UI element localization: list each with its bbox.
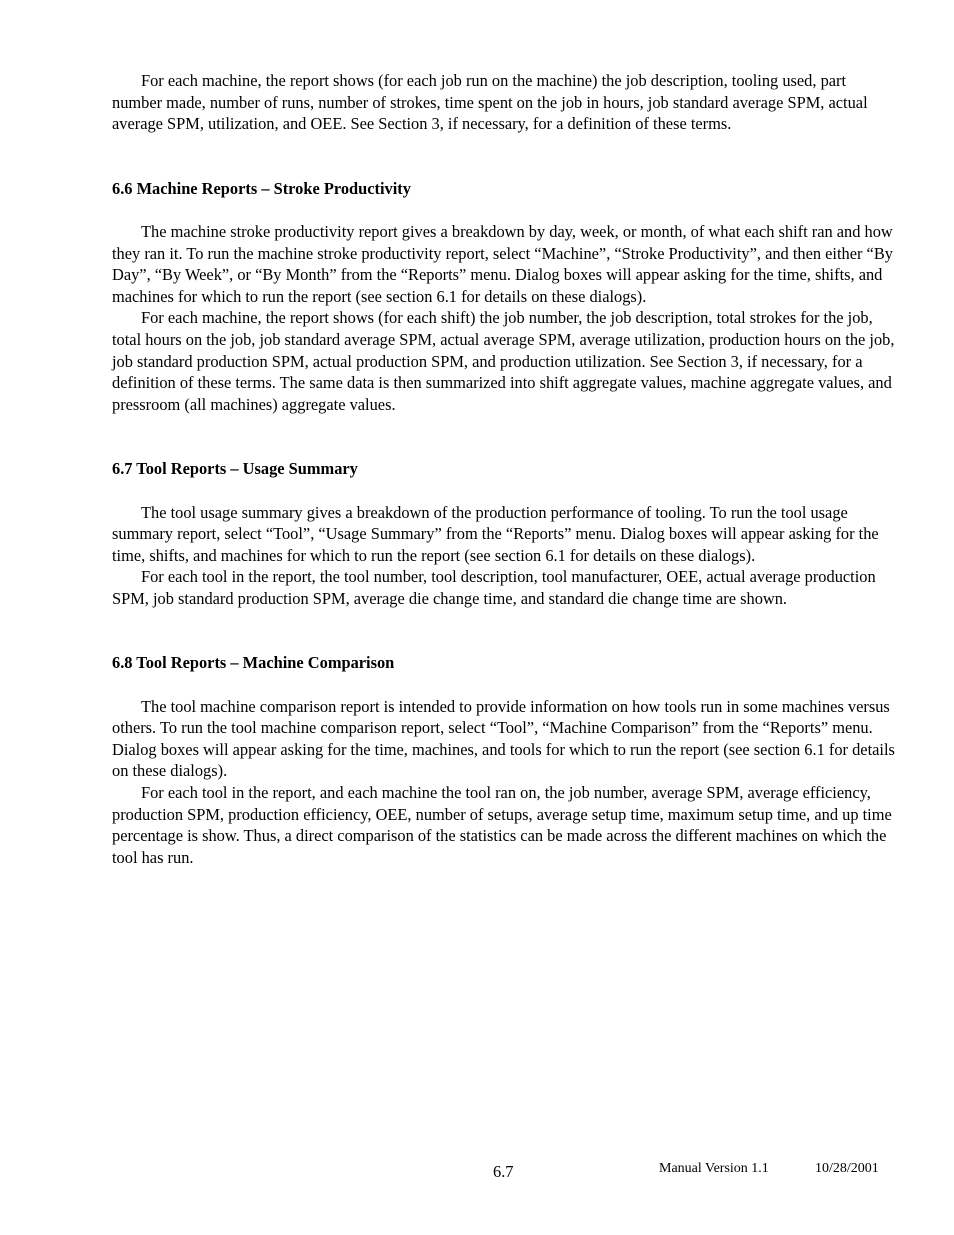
document-body [112,70,898,868]
section-heading-6-8: 6.8 Tool Reports – Machine Comparison [112,653,395,673]
paragraph: For each tool in the report, and each machine the tool ran on, the job number, average SPM, average efficiency, production SPM, production efficiency, OEE, number of setups, average setup time, maximum setup time, and up time percentage is show. Thus, a direct comparison of the statistics can be made across the different machines on which the tool has run. [112,783,892,867]
section-heading-6-7: 6.7 Tool Reports – Usage Summary [112,459,358,479]
manual-version: Manual Version 1.1 [659,1161,769,1176]
paragraph: The machine stroke productivity report gives a breakdown by day, week, or month, of what each shift ran and how they ran it. To run the machine stroke productivity report, select “Machine”, “Stroke Productivity”, and then either “By Day”, “By Week”, or “By Month” from the “Reports” menu. Dialog boxes will appear asking for the time, shifts, and machines for which to run the report (see section 6.1 for details on these dialogs). [112,221,893,306]
page-number: 6.7 [493,1162,514,1181]
intro-paragraph: For each machine, the report shows (for each job run on the machine) the job description, tooling used, part number made, number of runs, number of strokes, time spent on the job in hours, job standard average SPM, actual average SPM, utilization, and OEE. See Section 3, if necessary, for a definition of these terms. [112,71,868,134]
paragraph: The tool machine comparison report is intended to provide information on how tools run in some machines versus others. To run the tool machine comparison report, select “Tool”, “Machine Comparison” from the “Reports” menu. Dialog boxes will appear asking for the time, machines, and tools for which to run the report (see section 6.1 for details on these dialogs). [112,696,895,781]
manual-date: 10/28/2001 [815,1161,879,1176]
paragraph: The tool usage summary gives a breakdown of the production performance of tooling. To run the tool usage summary report, select “Tool”, “Usage Summary” from the “Reports” menu. Dialog boxes will appear asking for the time, shifts, and machines for which to run the report (see section 6.1 for details on these dialogs). [112,502,879,565]
page-footer [0,1160,954,1184]
paragraph: For each tool in the report, the tool number, tool description, tool manufacturer, OEE, actual average production SPM, job standard production SPM, average die change time, and standard die change time are shown. [112,567,876,608]
section-heading-6-6: 6.6 Machine Reports – Stroke Productivity [112,178,411,198]
paragraph: For each machine, the report shows (for each shift) the job number, the job description, total strokes for the job, total hours on the job, job standard average SPM, actual average SPM, average utilization, production hours on the job, job standard production SPM, actual production SPM, and production utilization. See Section 3, if necessary, for a definition of these terms. The same data is then summarized into shift aggregate values, machine aggregate values, and pressroom (all machines) aggregate values. [112,308,895,414]
